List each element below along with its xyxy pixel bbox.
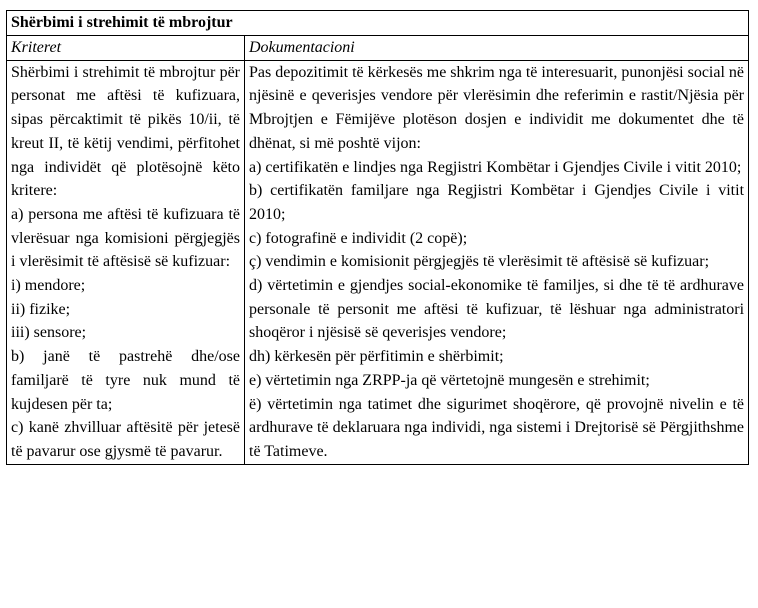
documentation-item-c: c) fotografinë e individit (2 copë);	[249, 229, 468, 247]
criteria-documentation-table	[6, 10, 749, 465]
documentation-header: Dokumentacioni	[245, 36, 749, 61]
documentation-item-c-cedilla: ç) vendimin e komisionit përgjegjës të vlerësimit të aftësisë së kufizuar;	[249, 253, 710, 271]
title-row	[7, 11, 749, 36]
documentation-item-e-diaeresis: ë) vërtetimin nga tatimet dhe sigurimet shoqërore, që provojnë nivelin e të ardhurave të deklaruara nga individi, nga sistemi i Drejtorisë së Përgjithshme të Tatimeve.	[249, 395, 745, 460]
criteria-item-a: a) persona me aftësi të kufizuara të vlerësuar nga komisioni përgjegjës i vlerësimit të aftësisë së kufizuar:	[11, 205, 240, 271]
criteria-item-c: c) kanë zhvilluar aftësitë për jetesë të pavarur ose gjysmë të pavarur.	[11, 419, 240, 460]
criteria-intro: Shërbimi i strehimit të mbrojtur për personat me aftësi të kufizuara, sipas përcaktimit të pikës 10/ii, të kreut II, të këtij vendimi, përfitohet nga individët që plotësojnë këto kritere:	[11, 63, 240, 200]
criteria-item-b: b) janë të pastrehë dhe/ose familjarë të tyre nuk mund të kujdesen për ta;	[11, 348, 240, 413]
table-title: Shërbimi i strehimit të mbrojtur	[7, 11, 749, 36]
documentation-item-dh: dh) kërkesën për përfitimin e shërbimit;	[249, 348, 504, 366]
header-row	[7, 36, 749, 61]
documentation-item-a: a) certifikatën e lindjes nga Regjistri Kombëtar i Gjendjes Civile i vitit 2010;	[249, 158, 742, 176]
documentation-item-e: e) vërtetimin nga ZRPP-ja që vërtetojnë mungesën e strehimit;	[249, 371, 650, 389]
documentation-intro: Pas depozitimit të kërkesës me shkrim nga të interesuarit, punonjësi social në njësinë e qeverisjes vendore për vlerësimin dhe referimin e rastit/Njësia për Mbrojtjen e Fëmijëve plotëson dosjen e individit me dokumentet dhe të dhënat, si më poshtë vijon:	[249, 63, 745, 152]
documentation-cell	[245, 60, 749, 464]
criteria-cell	[7, 60, 245, 464]
documentation-item-b: b) certifikatën familjare nga Regjistri Kombëtar i Gjendjes Civile i vitit 2010;	[249, 182, 745, 223]
criteria-subitem-ii: ii) fizike;	[11, 300, 71, 318]
criteria-subitem-iii: iii) sensore;	[11, 324, 87, 342]
criteria-header: Kriteret	[7, 36, 245, 61]
content-row	[7, 60, 749, 464]
criteria-subitem-i: i) mendore;	[11, 277, 86, 295]
documentation-item-d: d) vërtetimin e gjendjes social-ekonomike të familjes, si dhe të të ardhurave personale të personit me aftësi të kufizuar, të lëshuar nga administratori shoqëror i njësisë së qeverisjes vendore;	[249, 277, 745, 342]
